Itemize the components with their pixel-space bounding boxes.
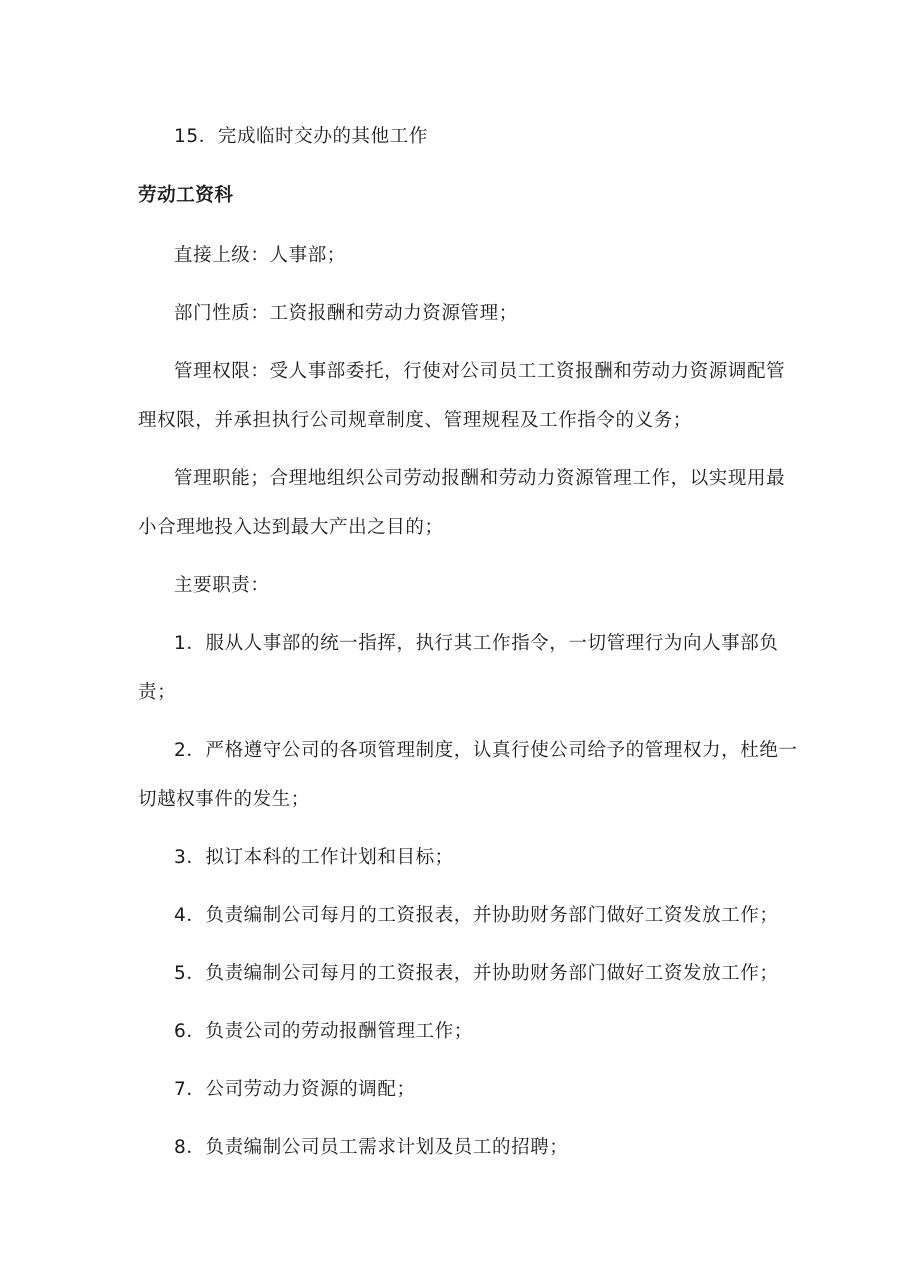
list-item-3: 3．拟订本科的工作计划和目标； — [174, 847, 454, 868]
paragraph-department-nature: 部门性质：工资报酬和劳动力资源管理； — [174, 303, 518, 324]
paragraph-main-duties: 主要职责： — [174, 575, 270, 596]
section-heading: 劳动工资科 — [138, 185, 234, 206]
list-item-2-line1: 2．严格遵守公司的各项管理制度，认真行使公司给予的管理权力，杜绝一 — [174, 740, 798, 761]
list-item-7: 7．公司劳动力资源的调配； — [174, 1079, 416, 1100]
paragraph-function-line2: 小合理地投入达到最大产出之目的； — [138, 517, 444, 538]
paragraph-authority-line1: 管理权限：受人事部委托，行使对公司员工工资报酬和劳动力资源调配管 — [174, 361, 786, 382]
list-item-1-line2: 责； — [138, 682, 177, 703]
paragraph-superior: 直接上级：人事部； — [174, 245, 346, 266]
list-item-2-line2: 切越权事件的发生； — [138, 789, 310, 810]
paragraph-function-line1: 管理职能；合理地组织公司劳动报酬和劳动力资源管理工作，以实现用最 — [174, 468, 786, 489]
paragraph-authority-line2: 理权限，并承担执行公司规章制度、管理规程及工作指令的义务； — [138, 410, 692, 431]
list-item-15: 15．完成临时交办的其他工作 — [174, 126, 428, 147]
list-item-5: 5．负责编制公司每月的工资报表，并协助财务部门做好工资发放工作； — [174, 963, 779, 984]
list-item-1-line1: 1．服从人事部的统一指挥，执行其工作指令，一切管理行为向人事部负 — [174, 633, 779, 654]
list-item-8: 8．负责编制公司员工需求计划及员工的招聘； — [174, 1137, 569, 1158]
list-item-6: 6．负责公司的劳动报酬管理工作； — [174, 1021, 473, 1042]
list-item-4: 4．负责编制公司每月的工资报表，并协助财务部门做好工资发放工作； — [174, 905, 779, 926]
